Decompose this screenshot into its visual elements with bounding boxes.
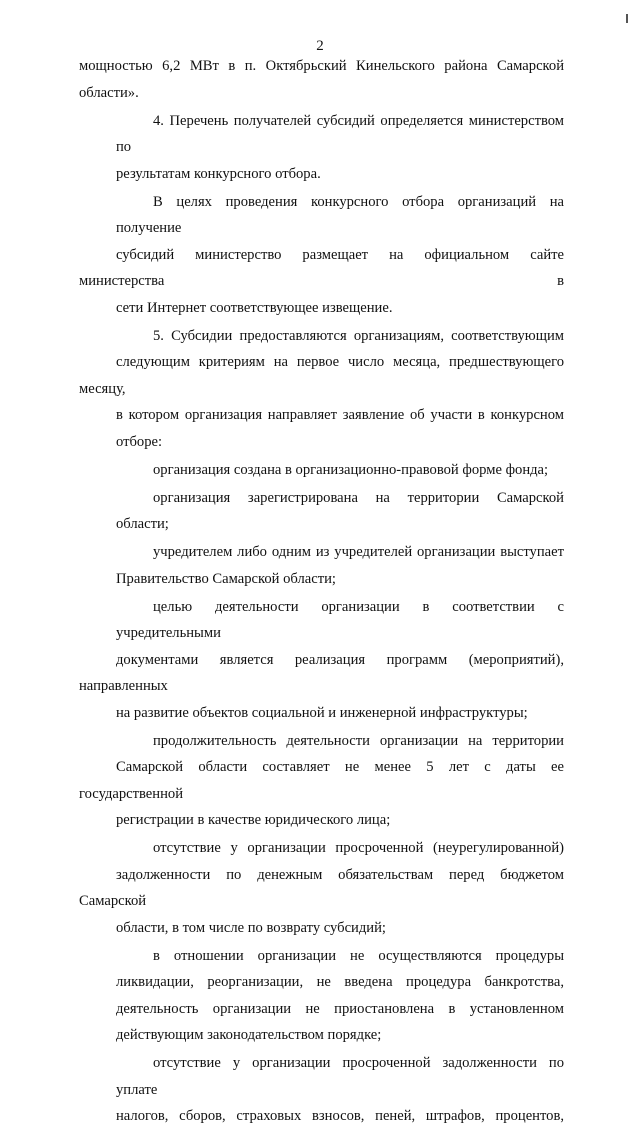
text-line: отсутствие у организации просроченной задолженности по уплате	[79, 1050, 564, 1103]
text-line: действующим законодательством порядке;	[79, 1022, 564, 1049]
text-line: В целях проведения конкурсного отбора организаций на получение	[79, 189, 564, 242]
text-line: мощностью 6,2 МВт в п. Октябрьский Кинельского района Самарской	[79, 53, 564, 80]
paragraph	[79, 53, 564, 106]
text-line: субсидий министерство размещает на официальном сайте министерства в	[79, 242, 564, 295]
text-line: 4. Перечень получателей субсидий определяется министерством по	[79, 108, 564, 161]
paragraph	[79, 943, 564, 1049]
text-line: 5. Субсидии предоставляются организациям, соответствующим	[79, 323, 564, 350]
paragraph	[79, 323, 564, 456]
text-line: в отношении организации не осуществляются процедуры	[79, 943, 564, 970]
text-line: деятельность организации не приостановлена в установленном	[79, 996, 564, 1023]
text-line: ликвидации, реорганизации, не введена процедура банкротства,	[79, 969, 564, 996]
text-line: отборе:	[79, 429, 564, 456]
text-line: налогов, сборов, страховых взносов, пеней, штрафов, процентов,	[79, 1103, 564, 1130]
text-line: в котором организация направляет заявление об участи в конкурсном	[79, 402, 564, 429]
text-line: документами является реализация программ (мероприятий), направленных	[79, 647, 564, 700]
scan-edge-mark	[626, 14, 628, 23]
text-line: учредителем либо одним из учредителей организации выступает	[79, 539, 564, 566]
paragraph	[79, 539, 564, 592]
text-line: целью деятельности организации в соответствии с учредительными	[79, 594, 564, 647]
text-line: результатам конкурсного отбора.	[79, 161, 564, 188]
text-line: организация создана в организационно-правовой форме фонда;	[79, 457, 564, 484]
page-number: 2	[0, 37, 640, 55]
document-body	[79, 53, 564, 1131]
paragraph	[79, 108, 564, 188]
text-line: области».	[79, 80, 564, 107]
paragraph	[79, 728, 564, 834]
paragraph	[79, 594, 564, 727]
paragraph	[79, 189, 564, 322]
paragraph	[79, 835, 564, 941]
paragraph	[79, 457, 564, 484]
paragraph	[79, 1050, 564, 1130]
text-line: на развитие объектов социальной и инженерной инфраструктуры;	[79, 700, 564, 727]
text-line: Правительство Самарской области;	[79, 566, 564, 593]
text-line: продолжительность деятельности организации на территории	[79, 728, 564, 755]
text-line: следующим критериям на первое число месяца, предшествующего месяцу,	[79, 349, 564, 402]
text-line: сети Интернет соответствующее извещение.	[79, 295, 564, 322]
text-line: Самарской области составляет не менее 5 лет с даты ее государственной	[79, 754, 564, 807]
text-line: регистрации в качестве юридического лица;	[79, 807, 564, 834]
text-line: задолженности по денежным обязательствам перед бюджетом Самарской	[79, 862, 564, 915]
text-line: отсутствие у организации просроченной (неурегулированной)	[79, 835, 564, 862]
paragraph	[79, 485, 564, 538]
text-line: области, в том числе по возврату субсидий;	[79, 915, 564, 942]
text-line: организация зарегистрирована на территории Самарской области;	[79, 485, 564, 538]
